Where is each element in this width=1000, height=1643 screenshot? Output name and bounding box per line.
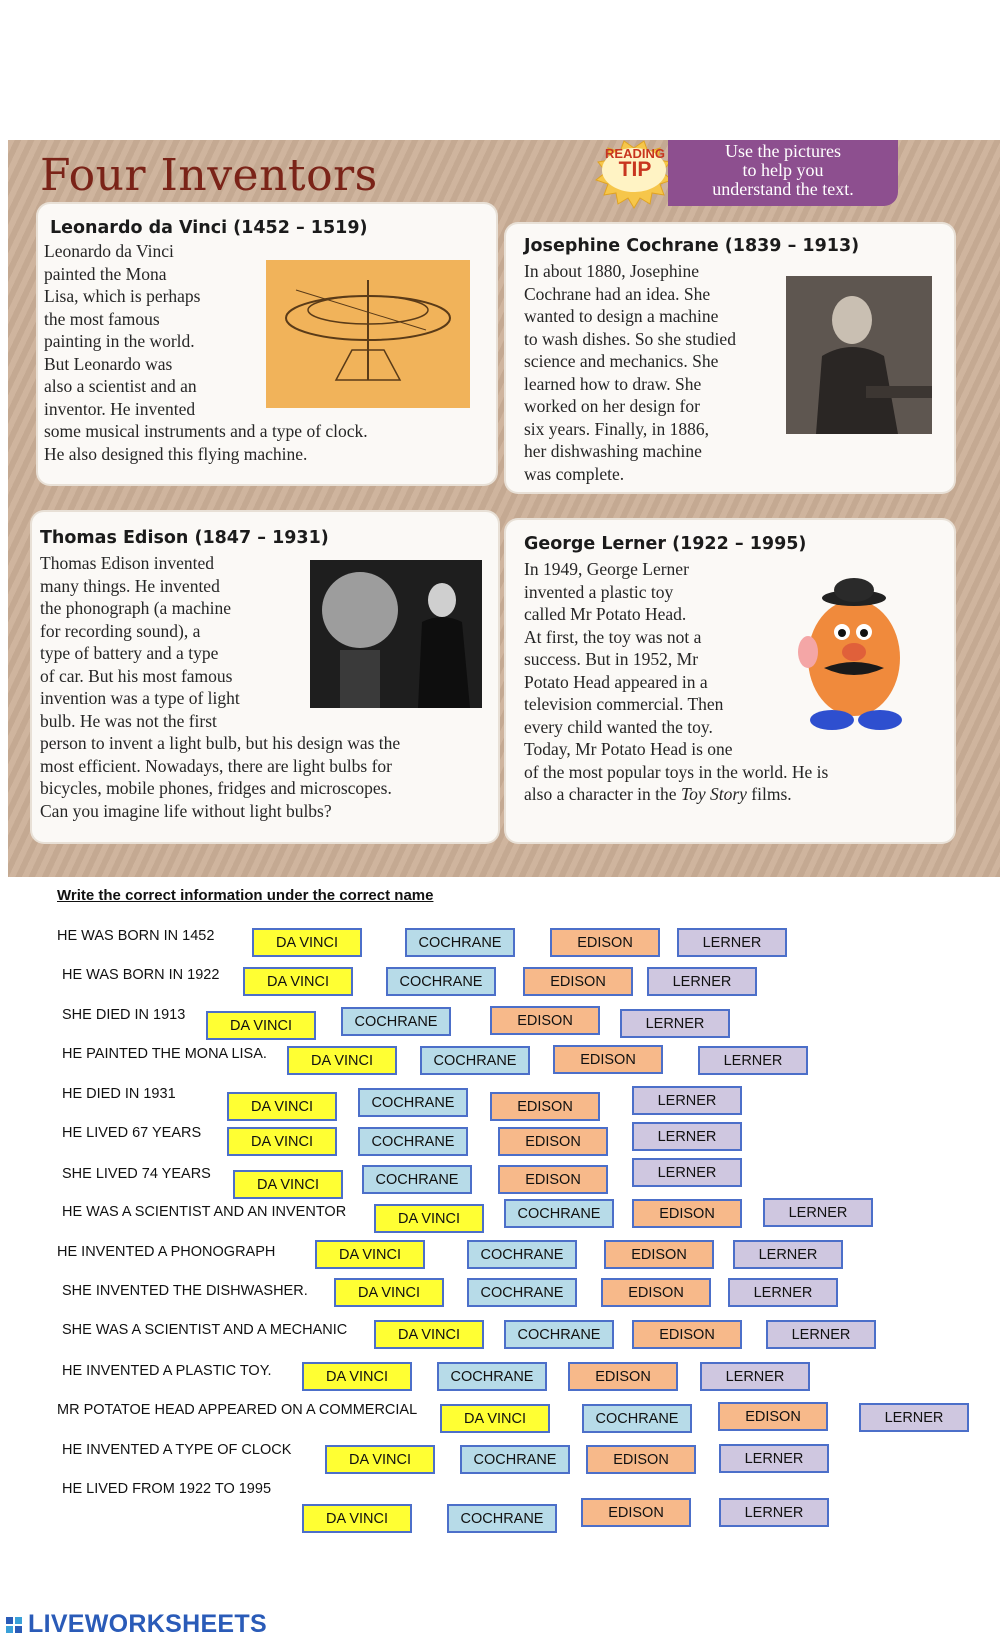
option-da-vinci[interactable]: DA VINCI: [233, 1170, 343, 1199]
option-edison[interactable]: EDISON: [632, 1199, 742, 1228]
card-heading: George Lerner (1922 – 1995): [524, 534, 807, 554]
option-lerner[interactable]: LERNER: [698, 1046, 808, 1075]
question-label: SHE LIVED 74 YEARS: [62, 1166, 211, 1182]
question-label: HE WAS A SCIENTIST AND AN INVENTOR: [62, 1204, 347, 1220]
liveworksheets-logo[interactable]: LIVEWORKSHEETS: [28, 1610, 267, 1638]
reading-tip-banner: Use the pictures to help you understand the text.: [668, 140, 898, 206]
option-da-vinci[interactable]: DA VINCI: [206, 1011, 316, 1040]
option-edison[interactable]: EDISON: [550, 928, 660, 957]
option-cochrane[interactable]: COCHRANE: [504, 1320, 614, 1349]
option-edison[interactable]: EDISON: [568, 1362, 678, 1391]
option-edison[interactable]: EDISON: [490, 1092, 600, 1121]
card-edison: [32, 512, 498, 842]
option-cochrane[interactable]: COCHRANE: [362, 1165, 472, 1194]
question-label: HE INVENTED A PLASTIC TOY.: [62, 1363, 272, 1379]
option-cochrane[interactable]: COCHRANE: [504, 1199, 614, 1228]
option-da-vinci[interactable]: DA VINCI: [374, 1204, 484, 1233]
option-edison[interactable]: EDISON: [490, 1006, 600, 1035]
page-title: Four Inventors: [40, 150, 378, 201]
option-lerner[interactable]: LERNER: [620, 1009, 730, 1038]
option-cochrane[interactable]: COCHRANE: [358, 1127, 468, 1156]
option-cochrane[interactable]: COCHRANE: [386, 967, 496, 996]
card-heading: Josephine Cochrane (1839 – 1913): [524, 236, 860, 256]
question-label: HE PAINTED THE MONA LISA.: [62, 1046, 267, 1062]
card-heading: Leonardo da Vinci (1452 – 1519): [50, 218, 368, 238]
option-cochrane[interactable]: COCHRANE: [358, 1088, 468, 1117]
cochrane-portrait-picture: [786, 276, 932, 434]
option-lerner[interactable]: LERNER: [719, 1444, 829, 1473]
card-text: In 1949, George Lerner invented a plastic toy called Mr Potato Head. At first, the toy was not a success. But in 1952, Mr Potato Head appeared in a television commercial. Then every child wanted the toy. Today, Mr Potato Head is one of the most popular toys in the world. He is also a character in the Toy Story films.: [524, 559, 829, 804]
option-da-vinci[interactable]: DA VINCI: [243, 967, 353, 996]
option-edison[interactable]: EDISON: [632, 1320, 742, 1349]
question-label: SHE WAS A SCIENTIST AND A MECHANIC: [62, 1322, 348, 1338]
textbook-page: [8, 140, 1000, 877]
question-label: HE LIVED FROM 1922 TO 1995: [62, 1481, 272, 1497]
option-edison[interactable]: EDISON: [586, 1445, 696, 1474]
exercise-instruction: Write the correct information under the correct name: [57, 887, 434, 904]
option-da-vinci[interactable]: DA VINCI: [315, 1240, 425, 1269]
question-label: HE INVENTED A TYPE OF CLOCK: [62, 1442, 292, 1458]
option-lerner[interactable]: LERNER: [859, 1403, 969, 1432]
card-text: Leonardo da Vinci painted the Mona Lisa, which is perhaps the most famous painting in the world. But Leonardo was also a scientist and an inventor. He invented some musical instruments and a type of clock. He also designed this flying machine.: [44, 241, 368, 464]
option-da-vinci[interactable]: DA VINCI: [287, 1046, 397, 1075]
option-cochrane[interactable]: COCHRANE: [467, 1278, 577, 1307]
option-cochrane[interactable]: COCHRANE: [460, 1445, 570, 1474]
card-heading: Thomas Edison (1847 – 1931): [40, 528, 329, 548]
option-da-vinci[interactable]: DA VINCI: [302, 1504, 412, 1533]
option-edison[interactable]: EDISON: [553, 1045, 663, 1074]
option-lerner[interactable]: LERNER: [632, 1158, 742, 1187]
option-da-vinci[interactable]: DA VINCI: [227, 1127, 337, 1156]
option-edison[interactable]: EDISON: [581, 1498, 691, 1527]
question-label: HE WAS BORN IN 1922: [62, 967, 220, 983]
option-cochrane[interactable]: COCHRANE: [467, 1240, 577, 1269]
option-lerner[interactable]: LERNER: [763, 1198, 873, 1227]
option-lerner[interactable]: LERNER: [766, 1320, 876, 1349]
question-label: HE INVENTED A PHONOGRAPH: [57, 1244, 276, 1260]
option-lerner[interactable]: LERNER: [719, 1498, 829, 1527]
edison-lightbulb-picture: [310, 560, 482, 708]
option-cochrane[interactable]: COCHRANE: [405, 928, 515, 957]
option-edison[interactable]: EDISON: [604, 1240, 714, 1269]
option-lerner[interactable]: LERNER: [647, 967, 757, 996]
option-da-vinci[interactable]: DA VINCI: [334, 1278, 444, 1307]
option-edison[interactable]: EDISON: [718, 1402, 828, 1431]
option-lerner[interactable]: LERNER: [733, 1240, 843, 1269]
question-label: HE DIED IN 1931: [62, 1086, 176, 1102]
option-lerner[interactable]: LERNER: [700, 1362, 810, 1391]
question-label: SHE INVENTED THE DISHWASHER.: [62, 1283, 308, 1299]
flying-machine-picture: [266, 260, 470, 408]
option-edison[interactable]: EDISON: [498, 1127, 608, 1156]
option-lerner[interactable]: LERNER: [677, 928, 787, 957]
option-lerner[interactable]: LERNER: [728, 1278, 838, 1307]
card-text: Thomas Edison invented many things. He invented the phonograph (a machine for recording sound), a type of battery and a type of car. But his most famous invention was a type of light bulb. He was not the first person to invent a light bulb, but his design was the most efficient. Nowadays, there are light bulbs for bicycles, mobile phones, fridges and microscopes. Can you imagine life without light bulbs?: [40, 553, 401, 821]
option-cochrane[interactable]: COCHRANE: [420, 1046, 530, 1075]
option-edison[interactable]: EDISON: [523, 967, 633, 996]
question-label: HE LIVED 67 YEARS: [62, 1125, 202, 1141]
liveworksheets-logo-icon: [6, 1617, 22, 1633]
option-da-vinci[interactable]: DA VINCI: [325, 1445, 435, 1474]
option-cochrane[interactable]: COCHRANE: [447, 1504, 557, 1533]
option-da-vinci[interactable]: DA VINCI: [374, 1320, 484, 1349]
reading-tip-label: READING TIP: [605, 146, 665, 181]
option-da-vinci[interactable]: DA VINCI: [227, 1092, 337, 1121]
card-da-vinci: [38, 204, 496, 484]
option-cochrane[interactable]: COCHRANE: [341, 1007, 451, 1036]
question-label: HE WAS BORN IN 1452: [57, 928, 215, 944]
card-text: In about 1880, Josephine Cochrane had an idea. She wanted to design a machine to wash dishes. So she studied science and mechanics. She learned how to draw. She worked on her design for six years. Finally, in 1886, her dishwashing machine was complete.: [524, 261, 736, 484]
option-cochrane[interactable]: COCHRANE: [582, 1404, 692, 1433]
question-label: SHE DIED IN 1913: [62, 1007, 186, 1023]
question-label: MR POTATOE HEAD APPEARED ON A COMMERCIAL: [57, 1402, 418, 1418]
option-edison[interactable]: EDISON: [498, 1165, 608, 1194]
card-cochrane: [506, 224, 954, 492]
option-cochrane[interactable]: COCHRANE: [437, 1362, 547, 1391]
option-da-vinci[interactable]: DA VINCI: [302, 1362, 412, 1391]
card-lerner: [506, 520, 954, 842]
option-da-vinci[interactable]: DA VINCI: [252, 928, 362, 957]
option-lerner[interactable]: LERNER: [632, 1122, 742, 1151]
option-da-vinci[interactable]: DA VINCI: [440, 1404, 550, 1433]
potato-head-picture: [784, 560, 934, 735]
option-edison[interactable]: EDISON: [601, 1278, 711, 1307]
option-lerner[interactable]: LERNER: [632, 1086, 742, 1115]
